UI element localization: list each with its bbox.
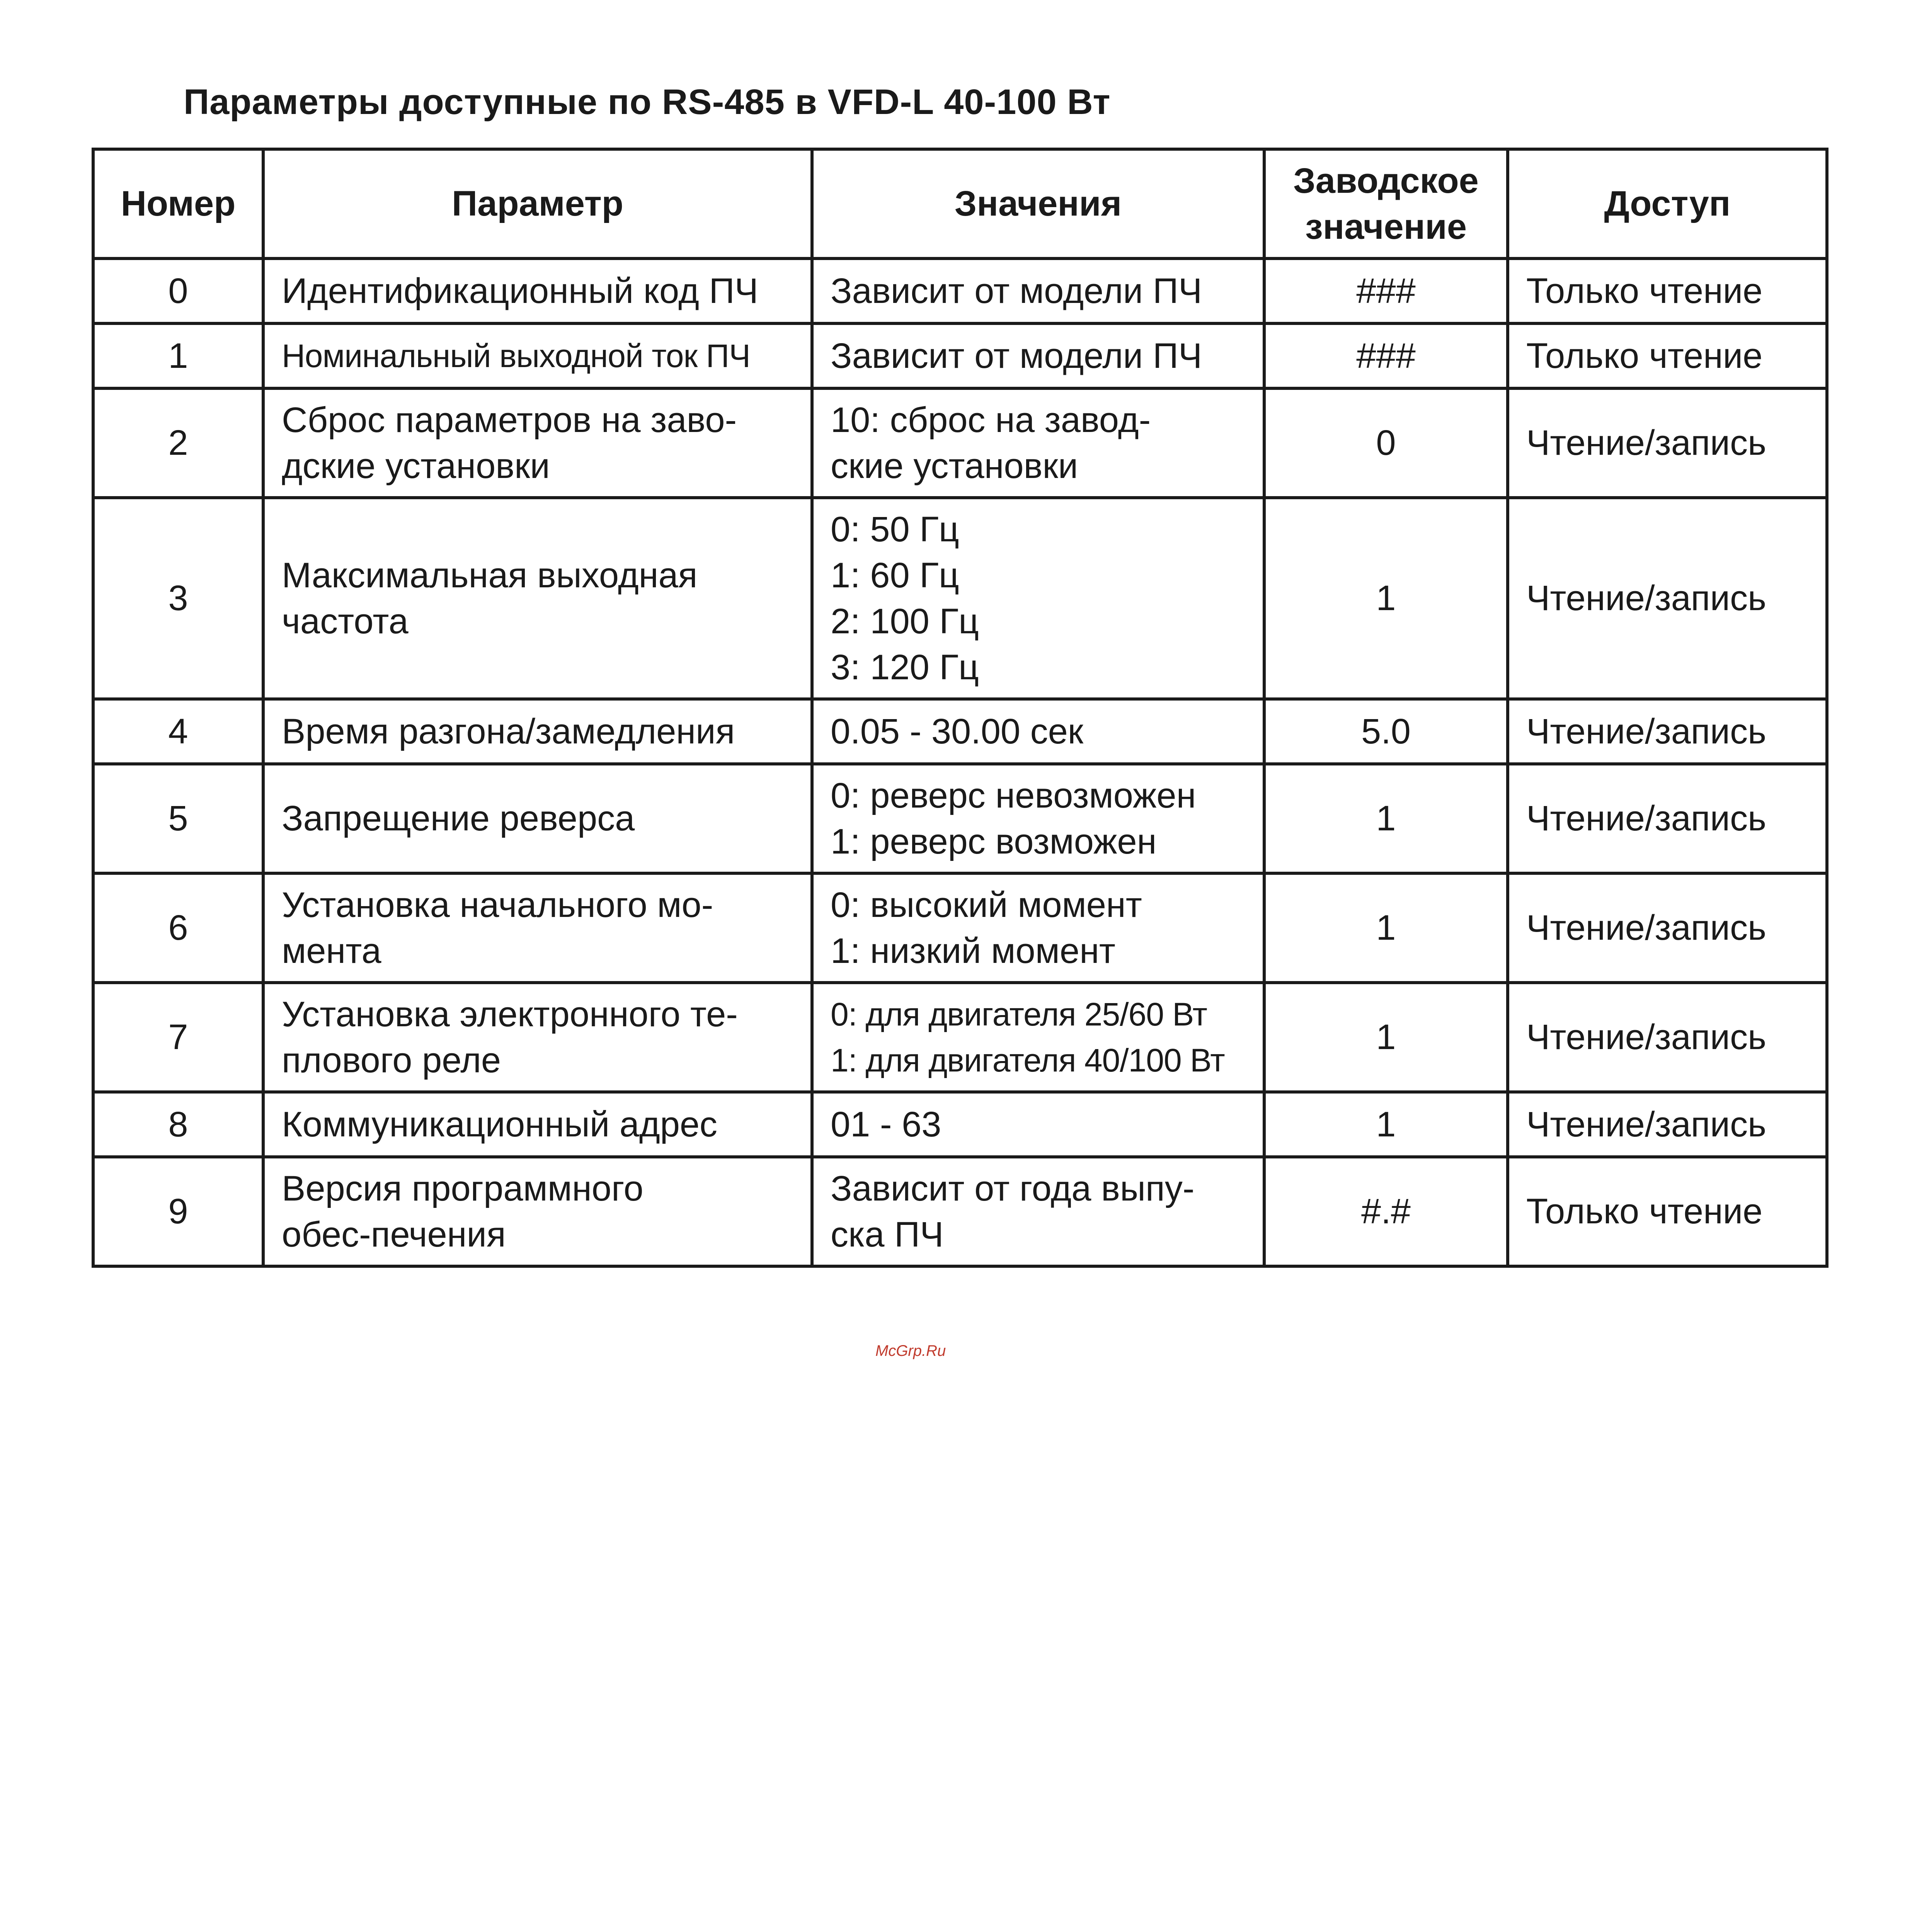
row-parameter	[263, 1157, 812, 1266]
row-values-line: 10: сброс на завод-	[831, 400, 1151, 440]
header-default-line1: Заводское	[1293, 161, 1479, 201]
row-access: Только чтение	[1508, 323, 1827, 388]
row-parameter-line: мента	[282, 931, 381, 971]
row-values-line: 1: реверс возможен	[831, 821, 1157, 861]
row-access: Чтение/запись	[1508, 764, 1827, 873]
row-number: 9	[93, 1157, 263, 1266]
row-values-line: 3: 120 Гц	[831, 647, 979, 687]
row-parameter-line: Запрещение реверса	[282, 799, 635, 838]
row-values-line: Зависит от модели ПЧ	[831, 336, 1202, 376]
row-values	[812, 323, 1264, 388]
row-parameter	[263, 259, 812, 323]
row-values-line: 01 - 63	[831, 1104, 941, 1144]
row-default: 5.0	[1264, 699, 1508, 764]
row-number: 3	[93, 498, 263, 699]
table-row	[93, 259, 1827, 323]
parameters-table	[92, 148, 1828, 1268]
row-parameter-line: Номинальный выходной ток ПЧ	[282, 337, 750, 374]
row-values-line: 0: 50 Гц	[831, 509, 959, 549]
row-default: ###	[1264, 323, 1508, 388]
header-parameter: Параметр	[263, 149, 812, 259]
row-values-line: 0.05 - 30.00 сек	[831, 711, 1084, 751]
table-header-row	[93, 149, 1827, 259]
row-values-line: Зависит от модели ПЧ	[831, 271, 1202, 311]
table-row	[93, 699, 1827, 764]
row-number: 0	[93, 259, 263, 323]
row-parameter	[263, 388, 812, 498]
row-default: 0	[1264, 388, 1508, 498]
row-values-line: Зависит от года выпу-	[831, 1168, 1195, 1208]
row-values	[812, 1157, 1264, 1266]
row-values	[812, 498, 1264, 699]
header-default	[1264, 149, 1508, 259]
row-parameter-line: Идентификационный код ПЧ	[282, 271, 758, 311]
table-row	[93, 498, 1827, 699]
row-access: Чтение/запись	[1508, 388, 1827, 498]
row-number: 6	[93, 873, 263, 983]
row-number: 4	[93, 699, 263, 764]
table-row	[93, 388, 1827, 498]
row-values-line: 1: низкий момент	[831, 931, 1116, 971]
row-access: Чтение/запись	[1508, 498, 1827, 699]
table-row	[93, 1092, 1827, 1157]
row-values-line: 1: 60 Гц	[831, 555, 959, 595]
row-parameter	[263, 873, 812, 983]
watermark: McGrp.Ru	[875, 1342, 946, 1359]
row-default: 1	[1264, 764, 1508, 873]
row-parameter-line: Коммуникационный адрес	[282, 1104, 718, 1144]
row-default: 1	[1264, 873, 1508, 983]
row-default: ###	[1264, 259, 1508, 323]
row-values-line: 0: высокий момент	[831, 885, 1142, 925]
row-access: Чтение/запись	[1508, 699, 1827, 764]
row-values-line: 0: для двигателя 25/60 Вт	[831, 996, 1207, 1032]
row-number: 5	[93, 764, 263, 873]
row-values	[812, 764, 1264, 873]
row-parameter-line: дские установки	[282, 446, 550, 486]
row-default: 1	[1264, 1092, 1508, 1157]
page-title: Параметры доступные по RS-485 в VFD-L 40-100 Вт	[184, 82, 1111, 122]
header-values: Значения	[812, 149, 1264, 259]
row-number: 2	[93, 388, 263, 498]
row-default: 1	[1264, 498, 1508, 699]
row-values	[812, 1092, 1264, 1157]
row-number: 8	[93, 1092, 263, 1157]
header-number: Номер	[93, 149, 263, 259]
row-parameter-line: Время разгона/замедления	[282, 711, 735, 751]
row-values-line: 0: реверс невозможен	[831, 776, 1196, 815]
row-values	[812, 873, 1264, 983]
row-parameter-line: Версия программного	[282, 1168, 644, 1208]
row-values	[812, 983, 1264, 1092]
row-values-line: ские установки	[831, 446, 1078, 486]
row-values	[812, 388, 1264, 498]
row-parameter-line: частота	[282, 601, 409, 641]
row-values-line: ска ПЧ	[831, 1214, 944, 1254]
row-access: Чтение/запись	[1508, 873, 1827, 983]
row-default: 1	[1264, 983, 1508, 1092]
row-access: Только чтение	[1508, 259, 1827, 323]
row-parameter-line: Максимальная выходная	[282, 555, 698, 595]
table-row	[93, 983, 1827, 1092]
row-access: Чтение/запись	[1508, 983, 1827, 1092]
row-parameter-line: Установка электронного те-	[282, 994, 738, 1034]
row-number: 1	[93, 323, 263, 388]
row-access: Чтение/запись	[1508, 1092, 1827, 1157]
row-values-line: 2: 100 Гц	[831, 601, 979, 641]
row-parameter	[263, 983, 812, 1092]
header-default-line2: значение	[1305, 207, 1467, 247]
row-values-line: 1: для двигателя 40/100 Вт	[831, 1042, 1225, 1078]
table-row	[93, 764, 1827, 873]
header-access: Доступ	[1508, 149, 1827, 259]
row-parameter-line: плового реле	[282, 1040, 501, 1080]
row-parameter	[263, 323, 812, 388]
row-parameter	[263, 764, 812, 873]
table-row	[93, 1157, 1827, 1266]
row-values	[812, 259, 1264, 323]
table-row	[93, 323, 1827, 388]
row-values	[812, 699, 1264, 764]
table-row	[93, 873, 1827, 983]
row-number: 7	[93, 983, 263, 1092]
row-parameter-line: обес-печения	[282, 1214, 506, 1254]
row-parameter	[263, 498, 812, 699]
row-parameter-line: Установка начального мо-	[282, 885, 713, 925]
row-parameter-line: Сброс параметров на заво-	[282, 400, 737, 440]
row-default: #.#	[1264, 1157, 1508, 1266]
row-parameter	[263, 1092, 812, 1157]
row-parameter	[263, 699, 812, 764]
row-access: Только чтение	[1508, 1157, 1827, 1266]
